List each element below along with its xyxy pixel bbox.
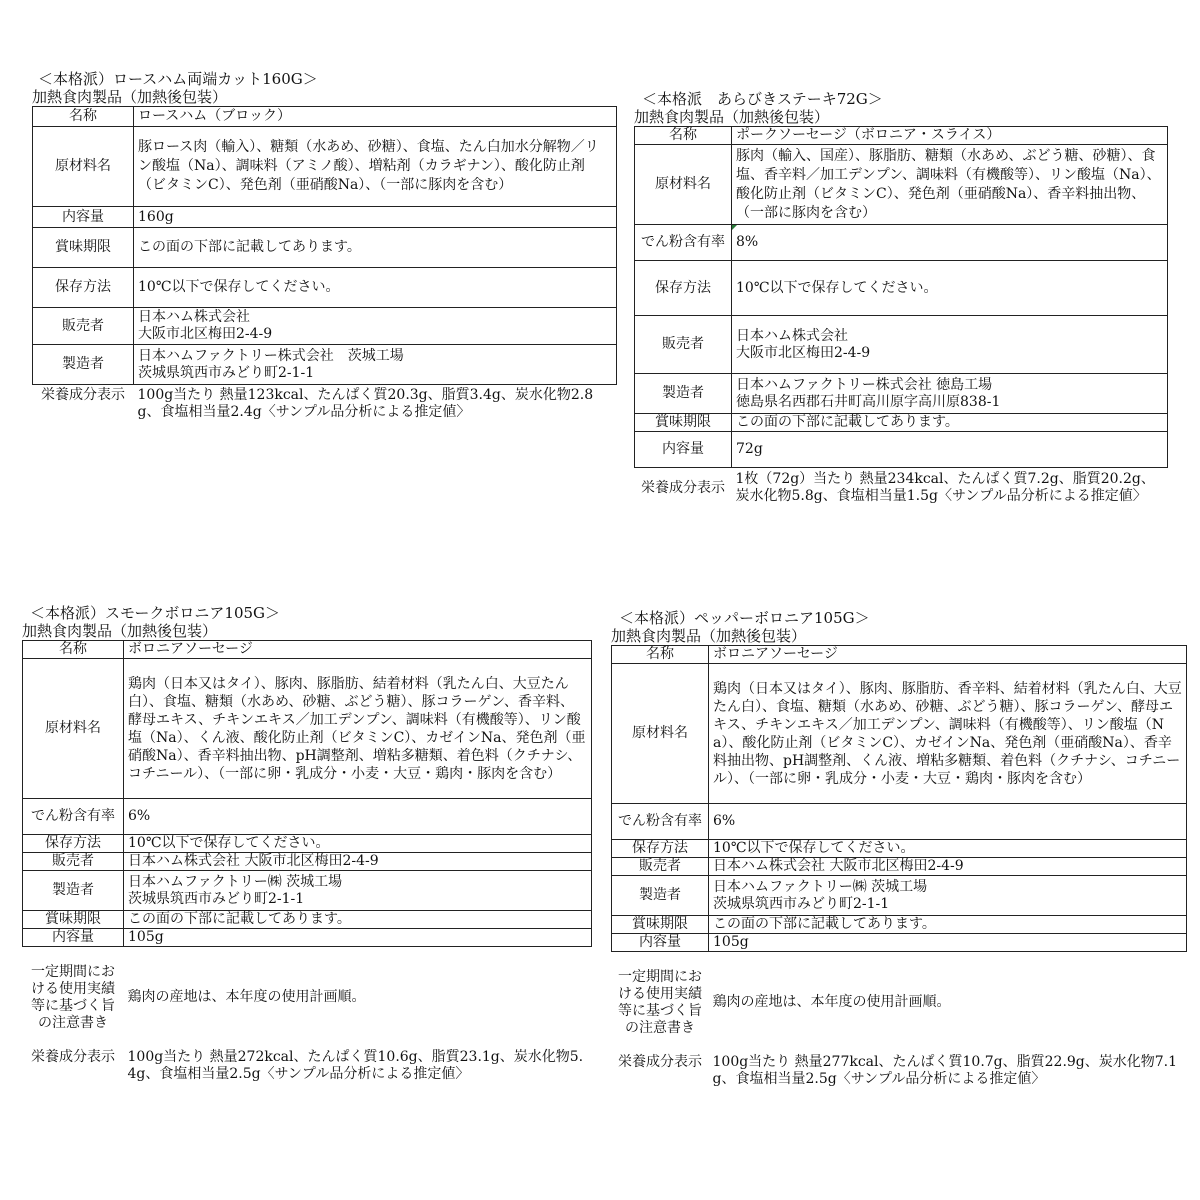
cell-marker <box>732 225 737 230</box>
table-row <box>612 664 1187 804</box>
row-value: 160g <box>134 207 617 228</box>
row-key: 原材料名 <box>33 127 134 207</box>
table-row <box>23 911 592 929</box>
row-key: 賞味期限 <box>33 228 134 268</box>
table-row <box>33 385 617 422</box>
row-key: 保存方法 <box>33 268 134 308</box>
row-key: 栄養成分表示 <box>41 387 125 403</box>
product-category: 加熱食肉製品（加熱後包装） <box>634 108 830 126</box>
label-panel-smoke-bologna <box>22 604 592 1083</box>
row-value: 105g <box>709 934 1187 952</box>
row-value: 日本ハムファクトリー㈱ 茨城工場 茨城県筑西市みどり町2-1-1 <box>124 871 592 911</box>
table-row <box>23 659 592 799</box>
table-row <box>33 268 617 308</box>
row-key: 製造者 <box>635 374 732 414</box>
row-value: この面の下部に記載してあります。 <box>732 414 1168 432</box>
table-row <box>612 646 1187 664</box>
table-row <box>635 316 1168 374</box>
table-row <box>612 1054 1187 1088</box>
table-row <box>23 871 592 911</box>
table-row <box>612 804 1187 840</box>
table-row <box>23 947 592 1049</box>
row-value: 日本ハムファクトリー株式会社 徳島工場 徳島県名西郡石井町高川原字高川原838-1 <box>732 374 1168 414</box>
row-value: 10℃以下で保存してください。 <box>732 261 1168 316</box>
row-key: 名称 <box>33 107 134 127</box>
label-table <box>611 645 1187 1088</box>
table-row <box>612 840 1187 858</box>
row-key: 原材料名 <box>23 659 124 799</box>
row-key: 名称 <box>635 127 732 145</box>
row-key: 栄養成分表示 <box>641 480 725 496</box>
table-row <box>33 308 617 345</box>
row-value: 日本ハムファクトリー株式会社 茨城工場 茨城県筑西市みどり町2-1-1 <box>134 345 617 385</box>
row-value: 鶏肉（日本又はタイ）、豚肉、豚脂肪、結着材料（乳たん白、大豆たん白）、食塩、糖類（水あめ、砂糖、ぶどう糖）、豚コラーゲン、香辛料、酵母エキス、チキンエキス／加工デンプン、調味料（有機酸等）、リン酸塩（Na）、くん液、酸化防止剤（ビタミンC）、カゼインNa、発色剤（亜硝酸Na）、香辛料抽出物、pH調整剤、増粘多糖類、着色料（クチナシ、コチニール）、（一部に卵・乳成分・小麦・大豆・鶏肉・豚肉を含む） <box>124 659 592 799</box>
row-key: 原材料名 <box>635 145 732 225</box>
row-key: 保存方法 <box>635 261 732 316</box>
table-row <box>612 916 1187 934</box>
label-panel-pepper-bologna <box>611 609 1187 1088</box>
row-value: 72g <box>732 432 1168 468</box>
table-row <box>33 228 617 268</box>
table-row <box>635 225 1168 261</box>
row-key: 保存方法 <box>23 835 124 853</box>
row-value: 鶏肉の産地は、本年度の使用計画順。 <box>127 989 366 1006</box>
row-key: 保存方法 <box>612 840 709 858</box>
table-row <box>23 929 592 947</box>
row-value: この面の下部に記載してあります。 <box>124 911 592 929</box>
product-title: ＜本格派）スモークボロニア105G＞ <box>30 604 281 622</box>
row-key: 内容量 <box>612 934 709 952</box>
row-value: ボロニアソーセージ <box>124 641 592 659</box>
row-key: 製造者 <box>33 345 134 385</box>
product-title: ＜本格派）ロースハム両端カット160G＞ <box>38 70 318 88</box>
product-category: 加熱食肉製品（加熱後包装） <box>22 622 218 640</box>
row-key: 栄養成分表示 <box>31 1048 115 1065</box>
table-row <box>33 207 617 228</box>
row-value: 10℃以下で保存してください。 <box>134 268 617 308</box>
table-row <box>612 876 1187 916</box>
table-row <box>635 145 1168 225</box>
table-row <box>612 952 1187 1054</box>
table-row <box>23 835 592 853</box>
row-value: 6% <box>709 804 1187 840</box>
row-key: でん粉含有率 <box>612 804 709 840</box>
table-row <box>23 1049 592 1083</box>
row-key: 販売者 <box>635 316 732 374</box>
row-value: 8% <box>732 225 1168 261</box>
table-row <box>635 432 1168 468</box>
row-key: 製造者 <box>612 876 709 916</box>
label-panel-roast-ham <box>32 70 617 421</box>
table-row <box>23 641 592 659</box>
row-value: 鶏肉の産地は、本年度の使用計画順。 <box>712 994 951 1011</box>
table-row <box>23 799 592 835</box>
table-row <box>635 127 1168 145</box>
row-key: 内容量 <box>33 207 134 228</box>
row-key: でん粉含有率 <box>23 799 124 835</box>
table-row <box>23 853 592 871</box>
row-value: 鶏肉（日本又はタイ）、豚肉、豚脂肪、香辛料、結着材料（乳たん白、大豆たん白）、食塩、糖類（水あめ、砂糖、ぶどう糖）、豚コラーゲン、酵母エキス、チキンエキス／加工デンプン、調味料（有機酸等）、リン酸塩（Na）、酸化防止剤（ビタミンC）、カゼインNa、発色剤（亜硝酸Na）、香辛料抽出物、pH調整剤、くん液、増粘多糖類、着色料（クチナシ、コチニール）、（一部に卵・乳成分・小麦・大豆・鶏肉・豚肉を含む） <box>709 664 1187 804</box>
row-value: 豚肉（輸入、国産）、豚脂肪、糖類（水あめ、ぶどう糖、砂糖）、食塩、香辛料／加工デンプン、調味料（有機酸等）、リン酸塩（Na）、酸化防止剤（ビタミンC）、発色剤（亜硝酸Na）、香辛料抽出物、（一部に豚肉を含む） <box>732 145 1168 225</box>
row-key: 販売者 <box>33 308 134 345</box>
row-key: 賞味期限 <box>612 916 709 934</box>
table-row <box>33 345 617 385</box>
product-title: ＜本格派 あらびきステーキ72G＞ <box>642 90 883 108</box>
row-value: 100g当たり 熱量272kcal、たんぱく質10.6g、脂質23.1g、炭水化物5.4g、食塩相当量2.5g〈サンプル品分析による推定値〉 <box>127 1048 584 1082</box>
row-value: 日本ハム株式会社 大阪市北区梅田2-4-9 <box>709 858 1187 876</box>
row-value: 10℃以下で保存してください。 <box>709 840 1187 858</box>
row-value: この面の下部に記載してあります。 <box>134 228 617 268</box>
row-value: 1枚（72g）当たり 熱量234kcal、たんぱく質7.2g、脂質20.2g、炭水化物5.8g、食塩相当量1.5g〈サンプル品分析による推定値〉 <box>735 471 1155 504</box>
row-key: でん粉含有率 <box>635 225 732 261</box>
label-table <box>32 106 617 421</box>
row-key: 賞味期限 <box>635 414 732 432</box>
label-panel-arabiki-steak <box>634 90 1168 505</box>
table-row <box>635 261 1168 316</box>
row-key: 原材料名 <box>612 664 709 804</box>
row-value: 日本ハム株式会社 大阪市北区梅田2-4-9 <box>134 308 617 345</box>
label-table <box>22 640 592 1083</box>
table-row <box>635 468 1168 506</box>
row-value: 豚ロース肉（輸入）、糖類（水あめ、砂糖）、食塩、たん白加水分解物／リン酸塩（Na）、調味料（アミノ酸）、増粘剤（カラギナン）、酸化防止剤（ビタミンC）、発色剤（亜硝酸Na）、（一部に豚肉を含む） <box>134 127 617 207</box>
product-title: ＜本格派）ペッパーボロニア105G＞ <box>619 609 870 627</box>
row-key: 内容量 <box>23 929 124 947</box>
row-value: 100g当たり 熱量277kcal、たんぱく質10.7g、脂質22.9g、炭水化物7.1g、食塩相当量2.5g〈サンプル品分析による推定値〉 <box>712 1053 1178 1087</box>
row-value: ポークソーセージ（ボロニア・スライス） <box>732 127 1168 145</box>
product-category: 加熱食肉製品（加熱後包装） <box>32 88 228 106</box>
row-value: この面の下部に記載してあります。 <box>709 916 1187 934</box>
table-row <box>612 934 1187 952</box>
row-value: 105g <box>124 929 592 947</box>
row-value: ロースハム（ブロック） <box>134 107 617 127</box>
row-key: 名称 <box>612 646 709 664</box>
row-key: 賞味期限 <box>23 911 124 929</box>
table-row <box>635 414 1168 432</box>
row-key: 販売者 <box>612 858 709 876</box>
row-value: 日本ハム株式会社 大阪市北区梅田2-4-9 <box>124 853 592 871</box>
product-category: 加熱食肉製品（加熱後包装） <box>611 627 807 645</box>
row-value: ボロニアソーセージ <box>709 646 1187 664</box>
row-key: 一定期間における使用実績等に基づく旨の注意書き <box>618 968 702 1036</box>
row-value: 日本ハムファクトリー㈱ 茨城工場 茨城県筑西市みどり町2-1-1 <box>709 876 1187 916</box>
row-key: 栄養成分表示 <box>618 1053 702 1070</box>
table-row <box>635 374 1168 414</box>
table-row <box>612 858 1187 876</box>
row-value: 日本ハム株式会社 大阪市北区梅田2-4-9 <box>732 316 1168 374</box>
row-value: 10℃以下で保存してください。 <box>124 835 592 853</box>
row-key: 販売者 <box>23 853 124 871</box>
row-value: 100g当たり 熱量123kcal、たんぱく質20.3g、脂質3.4g、炭水化物2.8g、食塩相当量2.4g〈サンプル品分析による推定値〉 <box>137 387 594 420</box>
label-table <box>634 126 1168 505</box>
row-key: 名称 <box>23 641 124 659</box>
row-key: 一定期間における使用実績等に基づく旨の注意書き <box>31 963 115 1031</box>
row-key: 製造者 <box>23 871 124 911</box>
table-row <box>33 107 617 127</box>
table-row <box>33 127 617 207</box>
row-key: 内容量 <box>635 432 732 468</box>
row-value: 6% <box>124 799 592 835</box>
